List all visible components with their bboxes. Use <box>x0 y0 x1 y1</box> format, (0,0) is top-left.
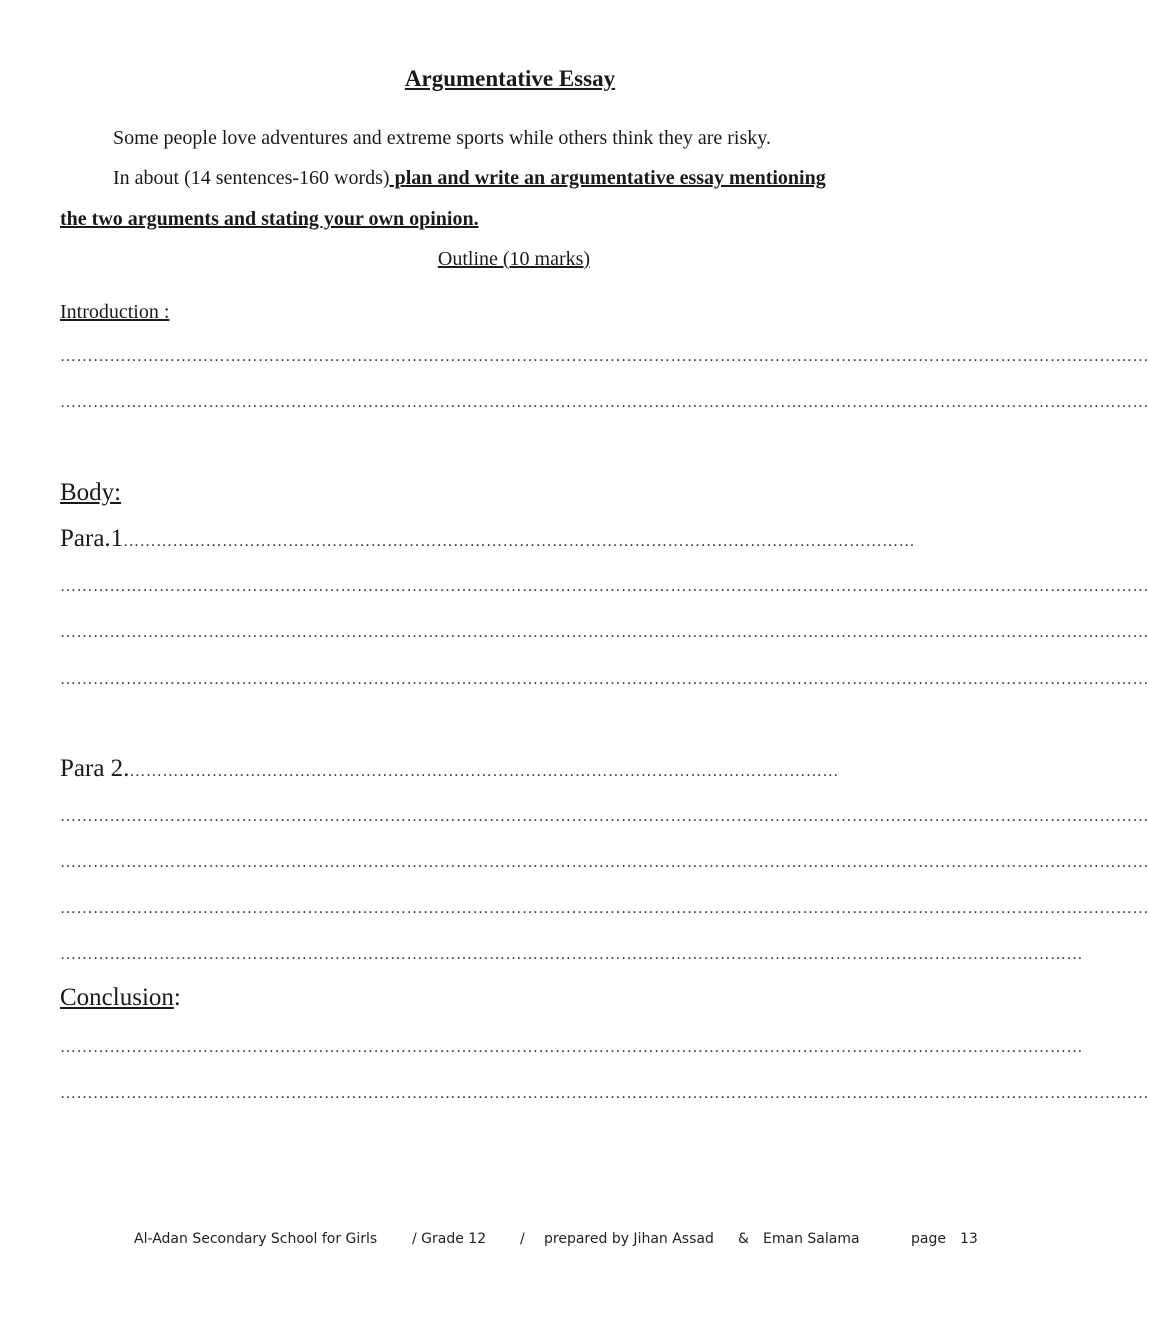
answer-line[interactable]: ……………………………………………………………………………………………………………………………………………………………………………… <box>60 671 1149 688</box>
para2-row <box>60 755 839 783</box>
para1-label: Para.1 <box>60 525 124 552</box>
prompt-line-2-plain: In about (14 sentences-160 words) <box>113 167 390 189</box>
prompt-line-3: the two arguments and stating your own opinion. <box>60 208 479 230</box>
answer-line[interactable]: ……………………………………………………………………………………………………………………………………………………………………………… <box>60 394 1149 411</box>
footer-school: Al-Adan Secondary School for Girls <box>134 1231 378 1247</box>
answer-line[interactable]: …………………………………………………………………………………………………………………………………………………………………… <box>60 1039 1083 1056</box>
page-title: Argumentative Essay <box>404 66 616 91</box>
prompt-line-2-bold: plan and write an argumentative essay mentioning <box>389 167 826 189</box>
footer-author2: Eman Salama <box>763 1231 860 1247</box>
answer-line[interactable]: ……………………………………………………………………………………………………………………………………………………………………………… <box>60 900 1149 917</box>
prompt-line-1: Some people love adventures and extreme sports while others think they are risky. <box>113 127 771 149</box>
answer-line[interactable]: ……………………………………………………………………………………………………………………………………………………………………………… <box>60 1085 1149 1102</box>
para2-label: Para 2. <box>60 755 130 782</box>
footer-page-label: page <box>911 1231 946 1247</box>
answer-line[interactable]: ……………………………………………………………………………………………………………………………………………………………………………… <box>60 348 1149 365</box>
answer-line[interactable]: ……………………………………………………………………………………………………………………………………………………………………………… <box>60 808 1149 825</box>
prompt-line-2 <box>113 167 826 190</box>
footer-ampersand: & <box>738 1231 749 1247</box>
answer-line[interactable]: ………………………………………………………………………………………………………………… <box>129 763 839 780</box>
introduction-label: Introduction : <box>60 301 170 323</box>
answer-line[interactable]: ……………………………………………………………………………………………………………………………… <box>123 533 916 550</box>
answer-line[interactable]: ……………………………………………………………………………………………………………………………………………………………………………… <box>60 624 1149 641</box>
conclusion-label: Conclusion <box>60 984 174 1011</box>
footer-prepared-by: prepared by Jihan Assad <box>544 1231 714 1247</box>
answer-line[interactable]: …………………………………………………………………………………………………………………………………………………………………… <box>60 946 1083 963</box>
footer-separator: / <box>520 1231 525 1247</box>
answer-line[interactable]: ……………………………………………………………………………………………………………………………………………………………………………… <box>60 578 1149 595</box>
outline-heading: Outline (10 marks) <box>437 248 591 270</box>
conclusion-heading <box>60 984 181 1012</box>
footer-page-number: 13 <box>960 1231 978 1247</box>
para1-row <box>60 525 915 553</box>
body-label: Body: <box>60 479 122 506</box>
footer-grade: / Grade 12 <box>412 1231 487 1247</box>
answer-line[interactable]: ……………………………………………………………………………………………………………………………………………………………………………… <box>60 854 1149 871</box>
conclusion-colon: : <box>173 984 181 1011</box>
